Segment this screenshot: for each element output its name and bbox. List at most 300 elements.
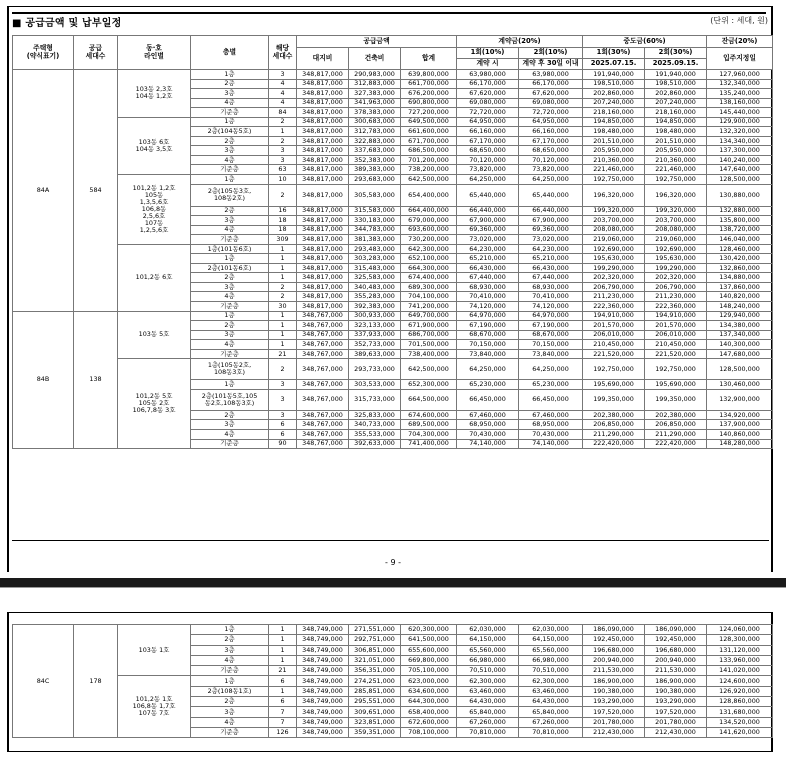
- cell-balance: 133,960,000: [707, 655, 773, 665]
- cell-land: 348,817,000: [297, 282, 349, 292]
- cell-building: 315,483,000: [349, 263, 401, 273]
- cell-floor: 2층: [191, 206, 269, 216]
- cell-contract-1: 68,650,000: [457, 146, 519, 156]
- cell-contract-1: 74,140,000: [457, 439, 519, 449]
- cell-balance: 124,060,000: [707, 625, 773, 635]
- cell-count: 1: [269, 263, 297, 273]
- cell-building: 381,383,000: [349, 235, 401, 245]
- page-separator: [0, 578, 786, 587]
- cell-mid-2: 195,630,000: [645, 254, 707, 264]
- col-m2-date: 2025.09.15.: [645, 59, 707, 70]
- cell-floor: 1층: [191, 676, 269, 686]
- cell-count: 1: [269, 655, 297, 665]
- cell-land: 348,817,000: [297, 216, 349, 226]
- cell-contract-2: 64,250,000: [519, 359, 583, 380]
- cell-mid-2: 196,680,000: [645, 645, 707, 655]
- cell-floor: 기준층: [191, 108, 269, 118]
- cell-building: 293,683,000: [349, 175, 401, 185]
- cell-building: 292,751,000: [349, 635, 401, 645]
- cell-mid-1: 186,900,000: [583, 676, 645, 686]
- cell-count: 1: [269, 244, 297, 254]
- cell-floor: 3층: [191, 645, 269, 655]
- cell-land: 348,767,000: [297, 330, 349, 340]
- cell-land: 348,767,000: [297, 349, 349, 359]
- cell-contract-2: 66,170,000: [519, 79, 583, 89]
- cell-balance: 132,320,000: [707, 127, 773, 137]
- cell-total: 642,500,000: [401, 359, 457, 380]
- cell-contract-1: 64,970,000: [457, 311, 519, 321]
- cell-contract-2: 68,930,000: [519, 282, 583, 292]
- cell-floor: 기준층: [191, 666, 269, 676]
- cell-balance: 131,680,000: [707, 707, 773, 717]
- cell-contract-2: 72,720,000: [519, 108, 583, 118]
- table-row: [13, 244, 773, 254]
- cell-total: 701,200,000: [401, 155, 457, 165]
- cell-count: 30: [269, 302, 297, 312]
- cell-count: 309: [269, 235, 297, 245]
- cell-mid-1: 222,420,000: [583, 439, 645, 449]
- cell-count: 3: [269, 70, 297, 80]
- cell-total: 639,800,000: [401, 70, 457, 80]
- cell-mid-1: 206,850,000: [583, 420, 645, 430]
- cell-contract-2: 68,650,000: [519, 146, 583, 156]
- cell-mid-2: 202,860,000: [645, 89, 707, 99]
- cell-contract-1: 65,440,000: [457, 184, 519, 206]
- cell-total: 693,600,000: [401, 225, 457, 235]
- cell-land: 348,767,000: [297, 340, 349, 350]
- cell-total: 704,100,000: [401, 292, 457, 302]
- section-title: ■ 공급금액 및 납부일정: [12, 18, 122, 29]
- cell-count: 63: [269, 165, 297, 175]
- cell-balance: 140,860,000: [707, 429, 773, 439]
- cell-land: 348,817,000: [297, 235, 349, 245]
- cell-total: 672,600,000: [401, 717, 457, 727]
- table-row: [13, 359, 773, 380]
- cell-count: 1: [269, 330, 297, 340]
- cell-contract-1: 68,930,000: [457, 282, 519, 292]
- cell-building: 327,383,000: [349, 89, 401, 99]
- cell-land: 348,817,000: [297, 292, 349, 302]
- cell-building: 378,383,000: [349, 108, 401, 118]
- cell-land: 348,817,000: [297, 165, 349, 175]
- cell-total: 669,800,000: [401, 655, 457, 665]
- cell-contract-2: 67,440,000: [519, 273, 583, 283]
- cell-count: 2: [269, 282, 297, 292]
- cell-building: 352,383,000: [349, 155, 401, 165]
- cell-count: 4: [269, 79, 297, 89]
- cell-balance: 128,500,000: [707, 359, 773, 380]
- cell-mid-1: 210,360,000: [583, 155, 645, 165]
- cell-total: 661,600,000: [401, 127, 457, 137]
- table-row: [13, 70, 773, 80]
- cell-contract-1: 70,410,000: [457, 292, 519, 302]
- cell-contract-1: 68,950,000: [457, 420, 519, 430]
- cell-land: 348,817,000: [297, 79, 349, 89]
- cell-mid-1: 208,080,000: [583, 225, 645, 235]
- cell-contract-1: 73,820,000: [457, 165, 519, 175]
- cell-contract-2: 65,440,000: [519, 184, 583, 206]
- cell-total: 741,400,000: [401, 439, 457, 449]
- cell-floor: 1층(105동2호, 108동3호): [191, 359, 269, 380]
- cell-count: 7: [269, 707, 297, 717]
- cell-floor: 1층: [191, 175, 269, 185]
- cell-contract-1: 62,030,000: [457, 625, 519, 635]
- cell-mid-1: 206,010,000: [583, 330, 645, 340]
- cell-contract-2: 64,150,000: [519, 635, 583, 645]
- cell-building: 315,583,000: [349, 206, 401, 216]
- cell-contract-2: 64,950,000: [519, 117, 583, 127]
- cell-balance: 141,020,000: [707, 666, 773, 676]
- col-contract-group: 계약금(20%): [457, 36, 583, 48]
- unit-note: (단위 : 세대, 원): [710, 16, 768, 25]
- cell-total: 704,300,000: [401, 429, 457, 439]
- cell-total: 654,400,000: [401, 184, 457, 206]
- cell-total: 641,500,000: [401, 635, 457, 645]
- cell-dong: 103동 1호: [118, 625, 191, 676]
- cell-mid-1: 211,530,000: [583, 666, 645, 676]
- cell-mid-1: 196,320,000: [583, 184, 645, 206]
- table-row: [13, 175, 773, 185]
- col-balance-group: 잔금(20%): [707, 36, 773, 48]
- col-m1-date: 2025.07.15.: [583, 59, 645, 70]
- cell-count: 90: [269, 439, 297, 449]
- cell-balance: 132,340,000: [707, 79, 773, 89]
- page-number: - 9 -: [385, 558, 401, 567]
- cell-land: 348,767,000: [297, 410, 349, 420]
- cell-building: 323,133,000: [349, 321, 401, 331]
- cell-count: 6: [269, 429, 297, 439]
- cell-count: 126: [269, 727, 297, 737]
- cell-mid-1: 202,860,000: [583, 89, 645, 99]
- cell-land: 348,749,000: [297, 697, 349, 707]
- cell-mid-1: 195,630,000: [583, 254, 645, 264]
- cell-floor: 4층: [191, 155, 269, 165]
- cell-contract-2: 62,030,000: [519, 625, 583, 635]
- cell-mid-1: 201,570,000: [583, 321, 645, 331]
- cell-building: 341,963,000: [349, 98, 401, 108]
- cell-total: 664,300,000: [401, 263, 457, 273]
- cell-mid-2: 202,380,000: [645, 410, 707, 420]
- cell-mid-2: 208,080,000: [645, 225, 707, 235]
- cell-total: 741,200,000: [401, 302, 457, 312]
- cell-mid-2: 186,900,000: [645, 676, 707, 686]
- cell-contract-1: 65,560,000: [457, 645, 519, 655]
- cell-units: 584: [74, 70, 118, 312]
- cell-count: 1: [269, 645, 297, 655]
- cell-land: 348,767,000: [297, 321, 349, 331]
- cell-mid-2: 198,510,000: [645, 79, 707, 89]
- cell-count: 18: [269, 216, 297, 226]
- cell-contract-2: 63,460,000: [519, 686, 583, 696]
- cell-dong: 101,2동 1,2호 105동 1,3,5,6호 106,8동 2,5,6호 107동 1,2,5,6호: [118, 175, 191, 245]
- cell-floor: 3층: [191, 146, 269, 156]
- cell-land: 348,749,000: [297, 625, 349, 635]
- cell-floor: 1층: [191, 117, 269, 127]
- cell-total: 642,500,000: [401, 175, 457, 185]
- cell-mid-1: 211,230,000: [583, 292, 645, 302]
- cell-total: 652,100,000: [401, 254, 457, 264]
- cell-balance: 134,880,000: [707, 273, 773, 283]
- cell-contract-2: 70,150,000: [519, 340, 583, 350]
- cell-total: 674,400,000: [401, 273, 457, 283]
- cell-count: 1: [269, 254, 297, 264]
- cell-mid-2: 196,320,000: [645, 184, 707, 206]
- cell-land: 348,749,000: [297, 645, 349, 655]
- cell-mid-2: 202,320,000: [645, 273, 707, 283]
- cell-count: 1: [269, 635, 297, 645]
- cell-mid-2: 192,450,000: [645, 635, 707, 645]
- cell-contract-1: 66,170,000: [457, 79, 519, 89]
- cell-contract-1: 65,230,000: [457, 380, 519, 390]
- cell-floor: 4층: [191, 429, 269, 439]
- cell-contract-1: 65,840,000: [457, 707, 519, 717]
- cell-mid-2: 211,530,000: [645, 666, 707, 676]
- cell-balance: 137,900,000: [707, 420, 773, 430]
- cell-mid-1: 194,850,000: [583, 117, 645, 127]
- cell-total: 658,400,000: [401, 707, 457, 717]
- cell-count: 10: [269, 175, 297, 185]
- col-mid-group: 중도금(60%): [583, 36, 707, 48]
- cell-count: 16: [269, 206, 297, 216]
- cell-land: 348,817,000: [297, 273, 349, 283]
- cell-floor: 2층(108동1호): [191, 686, 269, 696]
- cell-building: 293,483,000: [349, 244, 401, 254]
- cell-total: 664,400,000: [401, 206, 457, 216]
- cell-land: 348,767,000: [297, 439, 349, 449]
- cell-building: 355,283,000: [349, 292, 401, 302]
- cell-mid-1: 212,430,000: [583, 727, 645, 737]
- cell-balance: 137,300,000: [707, 146, 773, 156]
- col-building: 건축비: [349, 48, 401, 70]
- cell-mid-2: 195,690,000: [645, 380, 707, 390]
- cell-count: 3: [269, 155, 297, 165]
- cell-contract-1: 70,510,000: [457, 666, 519, 676]
- cell-contract-2: 65,210,000: [519, 254, 583, 264]
- cell-contract-2: 70,810,000: [519, 727, 583, 737]
- cell-count: 21: [269, 666, 297, 676]
- cell-total: 642,300,000: [401, 244, 457, 254]
- cell-dong: 103동 6호 104동 3,5호: [118, 117, 191, 174]
- cell-total: 686,500,000: [401, 146, 457, 156]
- cell-land: 348,817,000: [297, 127, 349, 137]
- cell-contract-2: 67,900,000: [519, 216, 583, 226]
- cell-building: 303,533,000: [349, 380, 401, 390]
- cell-total: 730,200,000: [401, 235, 457, 245]
- cell-count: 1: [269, 686, 297, 696]
- cell-floor: 1층: [191, 625, 269, 635]
- cell-total: 686,700,000: [401, 330, 457, 340]
- cell-mid-1: 203,700,000: [583, 216, 645, 226]
- cell-mid-2: 197,520,000: [645, 707, 707, 717]
- cell-count: 2: [269, 184, 297, 206]
- cell-land: 348,817,000: [297, 175, 349, 185]
- cell-balance: 148,280,000: [707, 439, 773, 449]
- table-row: [13, 676, 773, 686]
- cell-contract-2: 67,170,000: [519, 136, 583, 146]
- cell-mid-2: 194,850,000: [645, 117, 707, 127]
- cell-floor: 2층: [191, 635, 269, 645]
- page-bottom-rule: [12, 540, 769, 541]
- cell-mid-2: 221,460,000: [645, 165, 707, 175]
- cell-land: 348,749,000: [297, 655, 349, 665]
- cell-floor: 1층: [191, 70, 269, 80]
- cell-land: 348,817,000: [297, 263, 349, 273]
- cell-total: 634,600,000: [401, 686, 457, 696]
- cell-mid-2: 210,450,000: [645, 340, 707, 350]
- cell-floor: 3층: [191, 282, 269, 292]
- col-total: 합계: [401, 48, 457, 70]
- cell-building: 274,251,000: [349, 676, 401, 686]
- cell-balance: 138,160,000: [707, 98, 773, 108]
- cell-mid-2: 210,360,000: [645, 155, 707, 165]
- cell-building: 293,733,000: [349, 359, 401, 380]
- cell-balance: 135,800,000: [707, 216, 773, 226]
- cell-floor: 1층: [191, 380, 269, 390]
- cell-total: 649,500,000: [401, 117, 457, 127]
- cell-contract-1: 67,190,000: [457, 321, 519, 331]
- cell-land: 348,817,000: [297, 244, 349, 254]
- cell-mid-1: 201,780,000: [583, 717, 645, 727]
- cell-land: 348,767,000: [297, 311, 349, 321]
- cell-contract-2: 66,980,000: [519, 655, 583, 665]
- table-row: [13, 311, 773, 321]
- cell-mid-2: 206,010,000: [645, 330, 707, 340]
- cell-mid-1: 218,160,000: [583, 108, 645, 118]
- cell-contract-2: 62,300,000: [519, 676, 583, 686]
- col-c2-when: 계약 후 30일 이내: [519, 59, 583, 70]
- cell-dong: 101,2동 6호: [118, 244, 191, 311]
- cell-land: 348,817,000: [297, 146, 349, 156]
- cell-floor: 기준층: [191, 439, 269, 449]
- cell-contract-2: 70,410,000: [519, 292, 583, 302]
- cell-contract-2: 65,560,000: [519, 645, 583, 655]
- cell-count: 3: [269, 389, 297, 410]
- cell-building: 305,583,000: [349, 184, 401, 206]
- cell-building: 306,851,000: [349, 645, 401, 655]
- cell-balance: 146,040,000: [707, 235, 773, 245]
- cell-total: 708,100,000: [401, 727, 457, 737]
- cell-contract-1: 64,230,000: [457, 244, 519, 254]
- cell-balance: 130,880,000: [707, 184, 773, 206]
- cell-contract-1: 65,210,000: [457, 254, 519, 264]
- cell-total: 738,400,000: [401, 349, 457, 359]
- cell-total: 671,900,000: [401, 321, 457, 331]
- cell-building: 321,051,000: [349, 655, 401, 665]
- cell-count: 6: [269, 697, 297, 707]
- cell-land: 348,749,000: [297, 635, 349, 645]
- cell-floor: 3층: [191, 420, 269, 430]
- cell-land: 348,817,000: [297, 108, 349, 118]
- cell-land: 348,817,000: [297, 136, 349, 146]
- cell-count: 18: [269, 225, 297, 235]
- cell-contract-2: 66,430,000: [519, 263, 583, 273]
- page-separator-shadow: [0, 587, 786, 588]
- cell-dong: 103동 5호: [118, 311, 191, 359]
- cell-mid-2: 201,780,000: [645, 717, 707, 727]
- cell-balance: 145,440,000: [707, 108, 773, 118]
- cell-building: 323,851,000: [349, 717, 401, 727]
- cell-balance: 137,860,000: [707, 282, 773, 292]
- cell-mid-2: 206,850,000: [645, 420, 707, 430]
- cell-contract-2: 64,230,000: [519, 244, 583, 254]
- cell-balance: 130,420,000: [707, 254, 773, 264]
- cell-land: 348,767,000: [297, 380, 349, 390]
- cell-building: 340,483,000: [349, 282, 401, 292]
- cell-land: 348,749,000: [297, 717, 349, 727]
- cell-contract-1: 64,250,000: [457, 359, 519, 380]
- cell-floor: 1층: [191, 254, 269, 264]
- cell-mid-2: 191,940,000: [645, 70, 707, 80]
- cell-mid-1: 199,350,000: [583, 389, 645, 410]
- cell-balance: 130,460,000: [707, 380, 773, 390]
- cell-balance: 140,300,000: [707, 340, 773, 350]
- cell-land: 348,817,000: [297, 117, 349, 127]
- cell-mid-1: 221,520,000: [583, 349, 645, 359]
- cell-balance: 135,240,000: [707, 89, 773, 99]
- cell-count: 2: [269, 117, 297, 127]
- cell-balance: 134,920,000: [707, 410, 773, 420]
- cell-contract-1: 66,160,000: [457, 127, 519, 137]
- cell-balance: 127,960,000: [707, 70, 773, 80]
- cell-mid-1: 198,510,000: [583, 79, 645, 89]
- cell-total: 623,000,000: [401, 676, 457, 686]
- cell-land: 348,817,000: [297, 89, 349, 99]
- cell-mid-2: 218,160,000: [645, 108, 707, 118]
- cell-floor: 2층: [191, 321, 269, 331]
- col-m1: 1회(30%): [583, 48, 645, 59]
- cell-mid-1: 195,690,000: [583, 380, 645, 390]
- cell-balance: 148,240,000: [707, 302, 773, 312]
- cell-mid-1: 192,690,000: [583, 244, 645, 254]
- col-m2: 2회(30%): [645, 48, 707, 59]
- cell-balance: 134,520,000: [707, 717, 773, 727]
- cell-balance: 131,120,000: [707, 645, 773, 655]
- cell-floor: 기준층: [191, 727, 269, 737]
- cell-contract-1: 64,250,000: [457, 175, 519, 185]
- cell-contract-1: 67,620,000: [457, 89, 519, 99]
- cell-total: 676,200,000: [401, 89, 457, 99]
- cell-count: 4: [269, 89, 297, 99]
- cell-mid-2: 211,230,000: [645, 292, 707, 302]
- cell-count: 2: [269, 359, 297, 380]
- cell-count: 3: [269, 146, 297, 156]
- cell-balance: 126,920,000: [707, 686, 773, 696]
- cell-count: 6: [269, 676, 297, 686]
- cell-contract-1: 69,080,000: [457, 98, 519, 108]
- col-c1: 1회(10%): [457, 48, 519, 59]
- cell-contract-1: 67,460,000: [457, 410, 519, 420]
- table-row: [13, 117, 773, 127]
- cell-mid-1: 194,910,000: [583, 311, 645, 321]
- cell-contract-2: 67,260,000: [519, 717, 583, 727]
- cell-count: 6: [269, 420, 297, 430]
- cell-building: 315,733,000: [349, 389, 401, 410]
- cell-contract-1: 62,300,000: [457, 676, 519, 686]
- cell-land: 348,767,000: [297, 429, 349, 439]
- cell-count: 1: [269, 273, 297, 283]
- cell-mid-2: 194,910,000: [645, 311, 707, 321]
- cell-land: 348,767,000: [297, 420, 349, 430]
- cell-contract-2: 73,820,000: [519, 165, 583, 175]
- cell-contract-2: 70,510,000: [519, 666, 583, 676]
- cell-building: 325,583,000: [349, 273, 401, 283]
- cell-building: 352,733,000: [349, 340, 401, 350]
- cell-balance: 124,600,000: [707, 676, 773, 686]
- cell-contract-2: 73,840,000: [519, 349, 583, 359]
- cell-floor: 2층: [191, 697, 269, 707]
- cell-floor: 3층: [191, 216, 269, 226]
- cell-contract-1: 64,430,000: [457, 697, 519, 707]
